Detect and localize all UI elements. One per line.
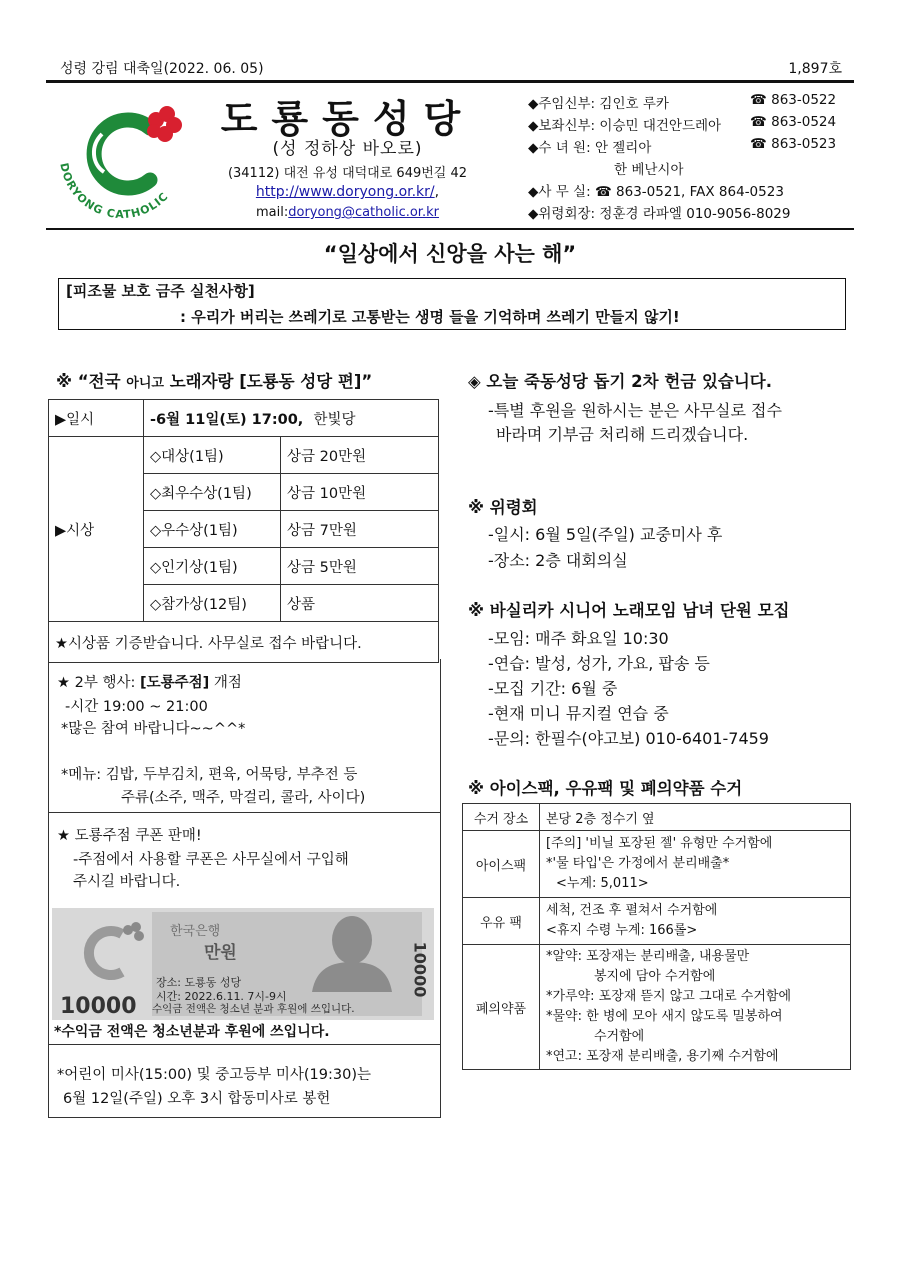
award-prize: 상금 5만원 (281, 548, 439, 585)
coupon-time: 시간: 2022.6.11. 7시-9시 (156, 990, 287, 1003)
choir-line: -모임: 매주 화요일 10:30 (488, 629, 669, 648)
staff-name: ☎ 863-0521, FAX 864-0523 (594, 184, 784, 200)
award-prize: 상금 20만원 (281, 437, 439, 474)
portrait-silhouette-icon (302, 912, 402, 992)
staff-tel: ☎ 863-0524 (750, 114, 837, 130)
coupon-title: ★ 도룡주점 쿠폰 판매! (57, 828, 202, 844)
memorial-line: -장소: 2층 대회의실 (488, 551, 628, 570)
pub-box (48, 659, 441, 813)
staff-row (614, 158, 684, 178)
church-url-line (205, 184, 490, 200)
ice-line: [주의] '비닐 포장된 젤' 유형만 수거함에 (546, 836, 773, 851)
church-address: (34112) 대전 유성 대덕대로 649번길 42 (227, 166, 468, 181)
mass-line: *어린이 미사(15:00) 및 중고등부 미사(19:30)는 (57, 1067, 371, 1083)
award-name: ◇인기상(1팀) (144, 548, 281, 585)
milk-value (540, 898, 851, 945)
collection-line: 바라며 기부금 처리해 드리겠습니다. (496, 425, 749, 444)
coupon-image (52, 908, 434, 1020)
date-place: 한빛당 (313, 411, 356, 428)
date-label: ▶일시 (49, 400, 144, 437)
staff-role: ◆보좌신부: (528, 118, 596, 134)
coupon-vertical-number: 10000 (410, 941, 430, 998)
table-row (463, 945, 851, 1070)
table-row (49, 400, 439, 437)
pub-invite: *많은 참여 바랍니다~~^^* (61, 721, 246, 737)
coupon-big-number: 10000 (60, 994, 137, 1019)
contest-title (56, 368, 372, 392)
staff-role: ◆사 무 실: (528, 184, 591, 200)
award-name: ◇우수상(1팀) (144, 511, 281, 548)
table-row (463, 898, 851, 945)
logo-icon (46, 94, 196, 224)
table-row (49, 622, 439, 663)
logo-text: DORYONG CATHOLIC (57, 161, 172, 222)
award-prize: 상품 (281, 585, 439, 622)
staff-name: 김인호 루카 (599, 96, 669, 112)
memorial-line: -일시: 6월 5일(주일) 교중미사 후 (488, 525, 723, 544)
url-suffix: , (434, 184, 440, 200)
table-row (463, 804, 851, 831)
issue-number: 1,897호 (788, 61, 842, 77)
med-value (540, 945, 851, 1070)
place-value: 본당 2층 정수기 옆 (540, 804, 851, 831)
staff-row (528, 92, 837, 112)
date-value (144, 400, 439, 437)
church-name: 도룡동성당 (220, 97, 475, 141)
pub-line (57, 671, 242, 692)
ice-line: *'물 타입'은 가정에서 분리배출* (546, 856, 730, 871)
ice-value (540, 831, 851, 898)
ice-key: 아이스팩 (463, 831, 540, 898)
header-rule (46, 228, 854, 230)
choir-line: -문의: 한필수(야고보) 010-6401-7459 (488, 729, 769, 748)
coupon-value: 만원 (204, 943, 237, 963)
ice-line: <누계: 5,011> (556, 876, 649, 891)
award-name: ◇최우수상(1팀) (144, 474, 281, 511)
mass-line: 6월 12일(주일) 오후 3시 합동미사로 봉헌 (63, 1091, 331, 1107)
place-key: 수거 장소 (463, 804, 540, 831)
coupon-bank: 한국은행 (170, 924, 221, 939)
church-url-link[interactable]: http://www.doryong.or.kr/ (255, 184, 435, 200)
memorial-title: ※ 위령회 (468, 498, 538, 517)
med-key: 폐의약품 (463, 945, 540, 1070)
collection-line: -특별 후원을 원하시는 분은 사무실로 접수 (488, 401, 782, 420)
staff-name: 정훈경 라파엘 010-9056-8029 (599, 206, 791, 222)
coupon-desc: 주시길 바랍니다. (73, 874, 181, 890)
pub-menu: *메뉴: 김밥, 두부김치, 편육, 어묵탕, 부추전 등 (61, 767, 358, 783)
milk-key: 우유 팩 (463, 898, 540, 945)
coupon-note: 수익금 전액은 청소년 분과 후원에 쓰입니다. (152, 1003, 355, 1015)
coupon-proceeds: *수익금 전액은 청소년분과 후원에 쓰입니다. (54, 1024, 330, 1040)
motto: “일상에서 신앙을 사는 해” (323, 242, 577, 266)
prize-label: ▶시상 (49, 437, 144, 622)
recycle-title: ※ 아이스팩, 우유팩 및 폐의약품 수거 (468, 779, 743, 798)
staff-row (528, 180, 784, 200)
choir-line: -현재 미니 뮤지컬 연습 중 (488, 704, 669, 723)
choir-line: -연습: 발성, 성가, 가요, 팝송 등 (488, 654, 710, 673)
choir-line: -모집 기간: 6월 중 (488, 679, 618, 698)
pub-time: -시간 19:00 ~ 21:00 (65, 699, 208, 715)
table-row (49, 437, 439, 474)
staff-role: ◆위령회장: (528, 206, 596, 222)
staff-row (528, 202, 790, 222)
staff-name: 이승민 대건안드레아 (599, 118, 722, 134)
award-name: ◇대상(1팀) (144, 437, 281, 474)
church-mail-link[interactable]: doryong@catholic.or.kr (288, 205, 439, 220)
date-time: -6월 11일(토) 17:00, (150, 411, 304, 428)
date-line: 성령 강림 대축일(2022. 06. 05) (60, 61, 264, 77)
award-name: ◇참가상(12팀) (144, 585, 281, 622)
staff-name: 한 베난시아 (614, 162, 684, 178)
church-mail-line (205, 205, 490, 220)
staff-role: ◆수 녀 원: (528, 140, 591, 156)
med-line: 수거함에 (594, 1029, 645, 1044)
coupon-place: 장소: 도룡동 성당 (156, 976, 242, 989)
notice-title: [피조물 보호 금주 실천사항] (66, 282, 255, 300)
choir-title: ※ 바실리카 시니어 노래모임 남녀 단원 모집 (468, 601, 790, 620)
med-line: *연고: 포장재 분리배출, 용기째 수거함에 (546, 1049, 779, 1064)
notice-text: : 우리가 버리는 쓰레기로 고통받는 생명 들을 기억하며 쓰레기 만들지 않기! (180, 308, 680, 326)
staff-tel: ☎ 863-0523 (750, 136, 837, 152)
mass-box (48, 1044, 441, 1118)
staff-tel: ☎ 863-0522 (750, 92, 837, 108)
mail-label: mail: (256, 205, 289, 220)
pub-menu-drinks: 주류(소주, 맥주, 막걸리, 콜라, 사이다) (121, 790, 366, 806)
award-prize: 상금 7만원 (281, 511, 439, 548)
coupon-desc: -주점에서 사용할 쿠폰은 사무실에서 구입해 (73, 852, 349, 868)
pub-line-c: 개점 (209, 675, 242, 691)
staff-name: 안 젤리아 (594, 140, 652, 156)
award-prize: 상금 10만원 (281, 474, 439, 511)
collection-title: ◈ 오늘 죽동성당 돕기 2차 헌금 있습니다. (468, 372, 772, 391)
milk-line: 세척, 건조 후 펼쳐서 수거함에 (546, 903, 718, 918)
church-patron: (성 정하상 바오로) (272, 139, 423, 159)
contest-title-b: 노래자랑 [도룡동 성당 편]” (163, 372, 373, 391)
contest-table (48, 399, 439, 663)
med-line: *알약: 포장재는 분리배출, 내용물만 (546, 949, 750, 964)
church-logo (46, 94, 196, 224)
staff-row (528, 114, 837, 134)
staff-role: ◆주임신부: (528, 96, 596, 112)
med-line: *물약: 한 병에 모아 새지 않도록 밀봉하여 (546, 1009, 783, 1024)
table-row (463, 831, 851, 898)
staff-row (528, 136, 837, 156)
contest-title-small: 아니고 (126, 376, 164, 391)
pub-line-a: ★ 2부 행사: (57, 675, 140, 691)
med-line: 봉지에 담아 수거함에 (594, 969, 716, 984)
recycle-table (462, 803, 851, 1070)
donation-note: ★시상품 기증받습니다. 사무실로 접수 바랍니다. (49, 622, 439, 663)
pub-name: [도룡주점] (139, 675, 210, 691)
top-rule (46, 80, 854, 83)
med-line: *가루약: 포장재 뜯지 않고 그대로 수거함에 (546, 989, 792, 1004)
contest-title-a: ※ “전국 (56, 372, 127, 391)
coupon-logo-icon (56, 914, 156, 994)
milk-line: <휴지 수령 누계: 166롤> (546, 923, 698, 938)
